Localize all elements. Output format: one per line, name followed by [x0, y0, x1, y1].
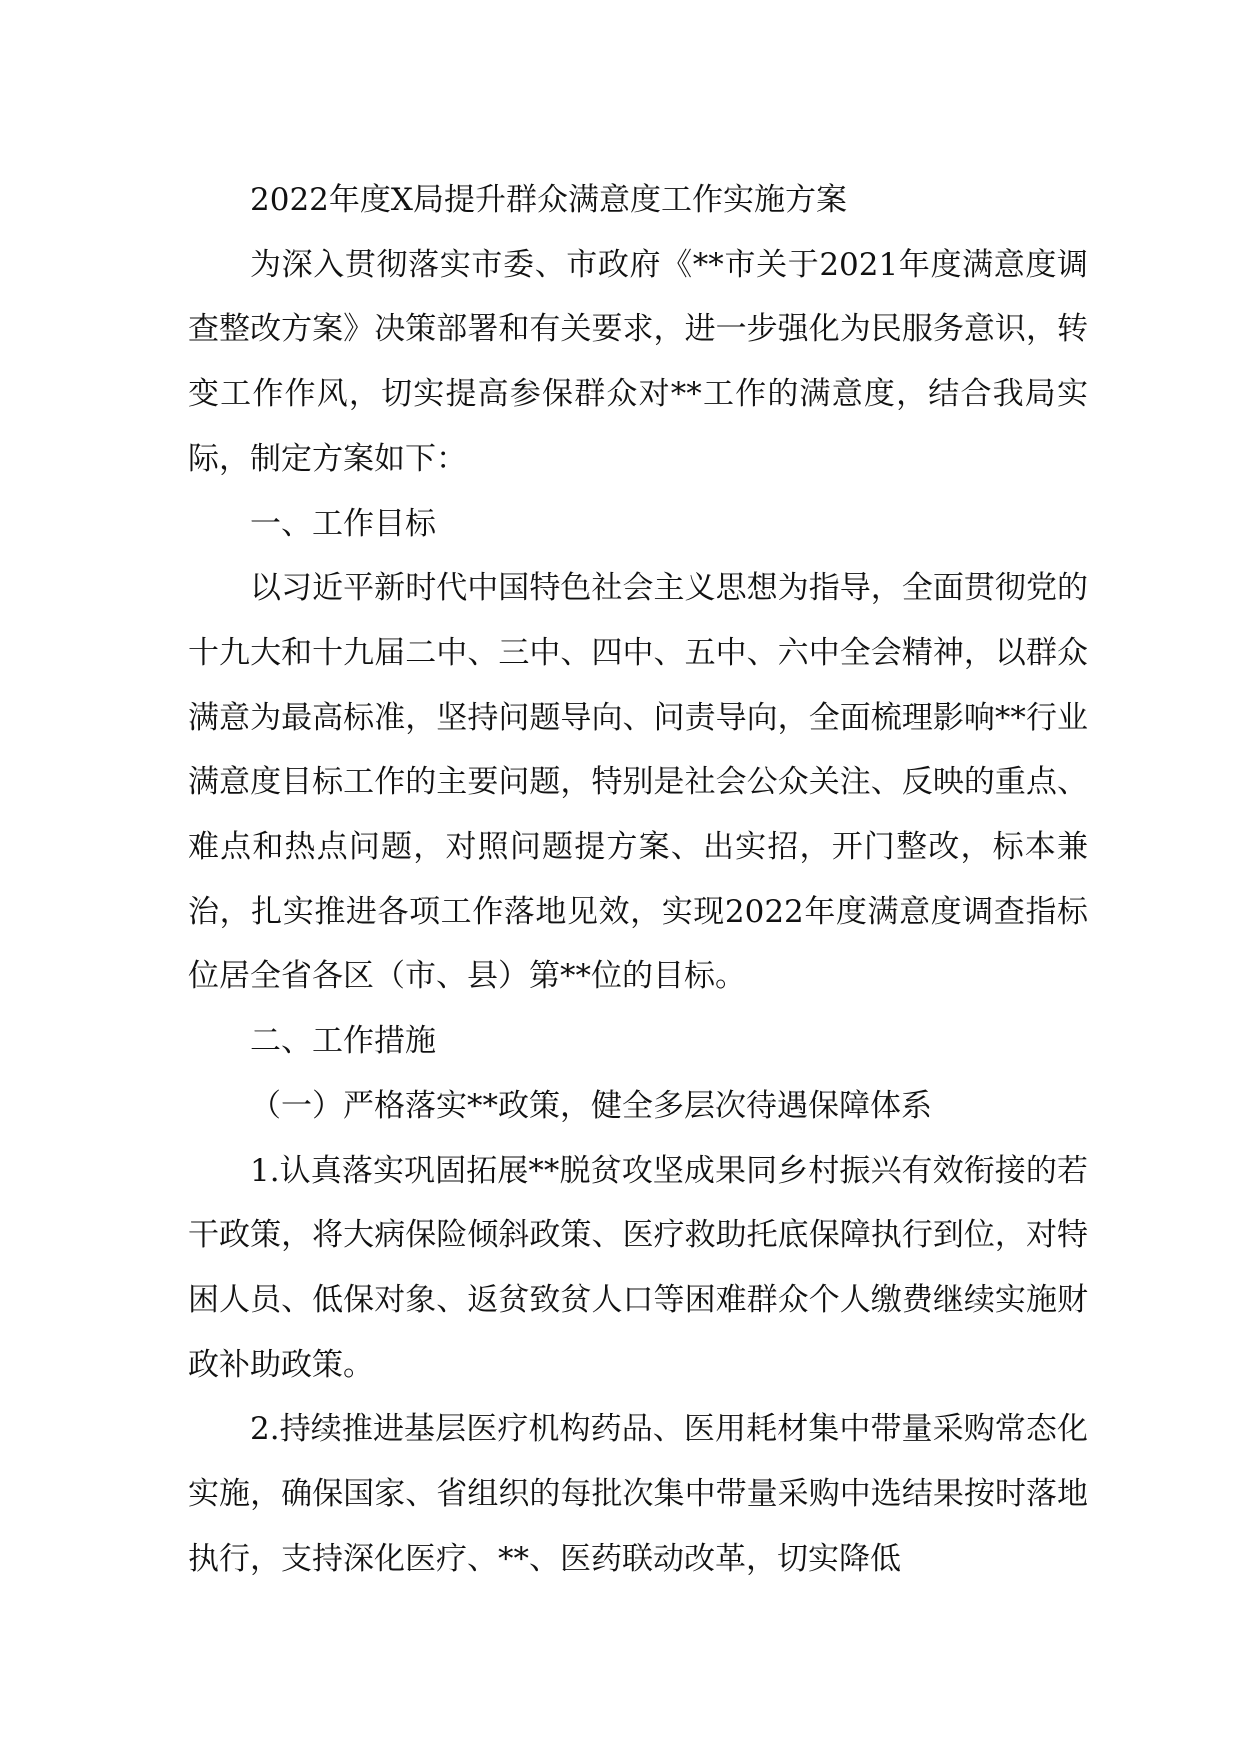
subsection-heading-policy: （一）严格落实**政策，健全多层次待遇保障体系: [250, 1087, 932, 1124]
measure-item-1: 1.认真落实巩固拓展**脱贫攻坚成果同乡村振兴有效衔接的若干政策，将大病保险倾斜政策、医疗救助托底保障执行到位，对特困人员、低保对象、返贫致贫人口等困难群众个人缴费继续实施财政补助政策。: [188, 1152, 1088, 1383]
document-body: [188, 168, 1088, 1591]
measure-item-2: 2.持续推进基层医疗机构药品、医用耗材集中带量采购常态化实施，确保国家、省组织的每批次集中带量采购中选结果按时落地执行，支持深化医疗、**、医药联动改革，切实降低: [188, 1411, 1088, 1577]
intro-paragraph: 为深入贯彻落实市委、市政府《**市关于2021年度满意度调查整改方案》决策部署和有关要求，进一步强化为民服务意识，转变工作作风，切实提高参保群众对**工作的满意度，结合我局实际，制定方案如下：: [188, 246, 1088, 477]
document-title: 2022年度X局提升群众满意度工作实施方案: [250, 182, 847, 218]
goals-paragraph: 以习近平新时代中国特色社会主义思想为指导，全面贯彻党的十九大和十九届二中、三中、四中、五中、六中全会精神，以群众满意为最高标准，坚持问题导向、问责导向，全面梳理影响**行业满意度目标工作的主要问题，特别是社会公众关注、反映的重点、难点和热点问题，对照问题提方案、出实招，开门整改，标本兼治，扎实推进各项工作落地见效，实现2022年度满意度调查指标位居全省各区（市、县）第**位的目标。: [188, 570, 1088, 995]
section-heading-goals: 一、工作目标: [250, 505, 436, 542]
section-heading-measures: 二、工作措施: [250, 1023, 436, 1060]
